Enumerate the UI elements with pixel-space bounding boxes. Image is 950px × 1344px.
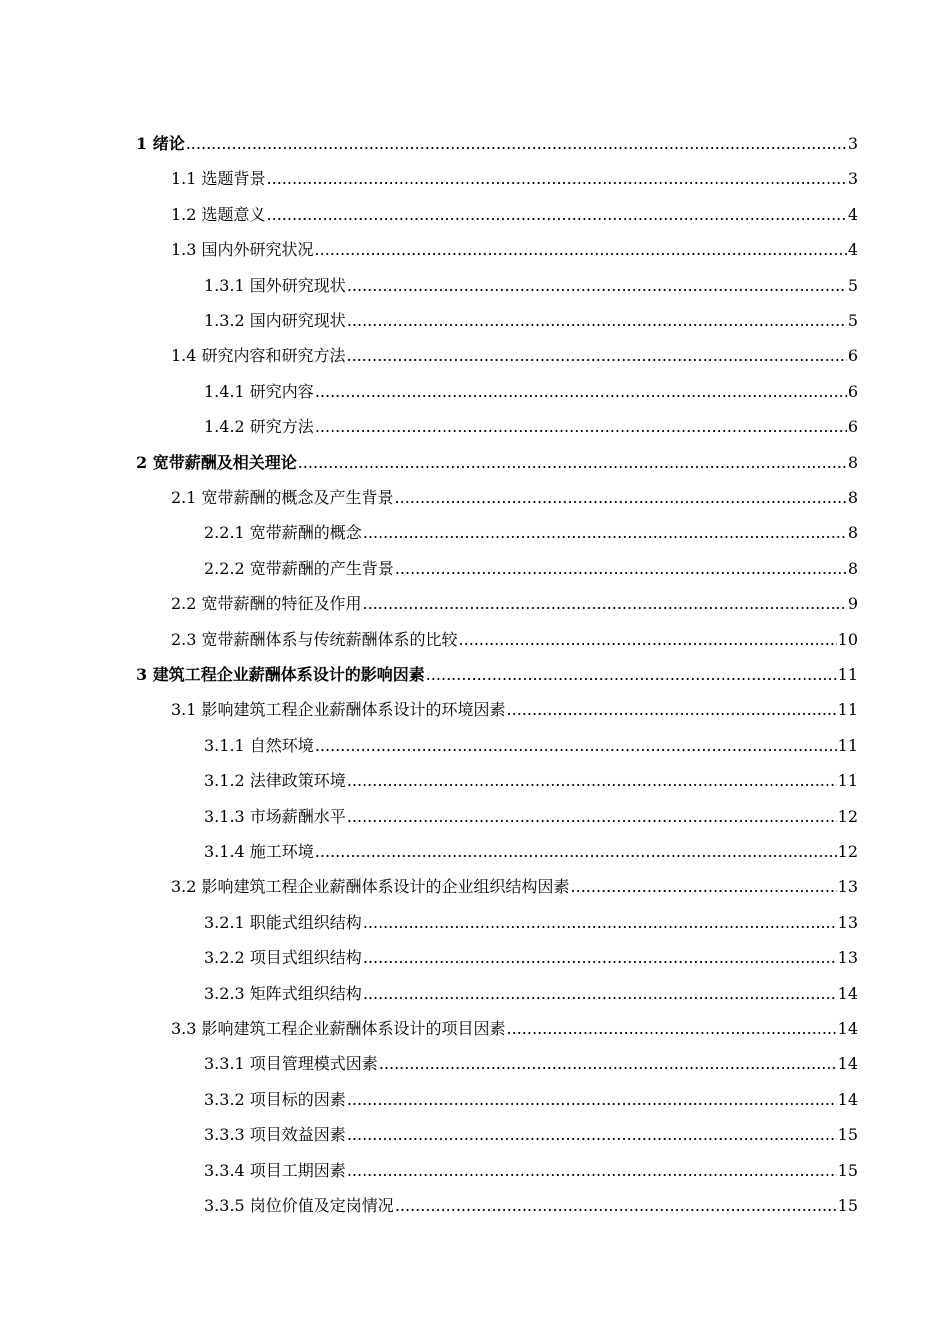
toc-entry[interactable] [136, 437, 858, 473]
toc-entry-title: 3.3.2 项目标的因素 [204, 1089, 346, 1109]
toc-entry-page: 8 [847, 488, 858, 507]
toc-leader-dots [395, 559, 847, 579]
toc-entry-title: 2.2.1 宽带薪酬的概念 [204, 523, 362, 543]
toc-leader-dots [347, 1161, 837, 1181]
toc-entry-title: 2.2.2 宽带薪酬的产生背景 [204, 558, 394, 578]
toc-entry-title: 2 宽带薪酬及相关理论 [136, 452, 297, 472]
toc-leader-dots [267, 205, 847, 225]
toc-entry-title: 1.4.1 研究内容 [204, 381, 314, 401]
toc-entry[interactable] [204, 932, 858, 968]
toc-entry[interactable] [204, 1109, 858, 1145]
toc-entry-page: 14 [837, 1054, 858, 1074]
toc-entry-page: 8 [847, 452, 858, 472]
toc-entry-page: 11 [837, 665, 858, 684]
toc-entry[interactable] [171, 153, 858, 189]
toc-entry-page: 3 [847, 134, 858, 153]
toc-entry-page: 14 [837, 1019, 858, 1038]
toc-entry-page: 15 [837, 1160, 858, 1180]
toc-entry-title: 3.3.4 项目工期因素 [204, 1160, 346, 1180]
toc-entry-title: 3.3.5 岗位价值及定岗情况 [204, 1196, 394, 1215]
toc-leader-dots [347, 311, 847, 331]
toc-entry-title: 3.1 影响建筑工程企业薪酬体系设计的环境因素 [171, 700, 506, 720]
toc-leader-dots [363, 523, 847, 543]
toc-entry-title: 3.3 影响建筑工程企业薪酬体系设计的项目因素 [171, 1019, 506, 1038]
toc-entry[interactable] [204, 401, 858, 437]
toc-entry[interactable] [204, 1180, 858, 1216]
toc-entry-page: 12 [837, 842, 858, 861]
toc-entry[interactable] [204, 1038, 858, 1074]
toc-entry-title: 3.1.3 市场薪酬水平 [204, 806, 346, 826]
toc-entry[interactable] [171, 861, 858, 897]
toc-leader-dots [379, 1054, 837, 1074]
toc-entry-page: 6 [847, 381, 858, 401]
toc-entry-page: 4 [847, 240, 858, 260]
toc-entry-title: 3.1.1 自然环境 [204, 735, 314, 755]
toc-entry[interactable] [171, 472, 858, 508]
toc-entry-title: 3.2 影响建筑工程企业薪酬体系设计的企业组织结构因素 [171, 877, 570, 897]
toc-entry[interactable] [204, 366, 858, 402]
toc-leader-dots [363, 913, 837, 933]
toc-entry-title: 3.1.2 法律政策环境 [204, 771, 346, 791]
toc-entry-title: 2.1 宽带薪酬的概念及产生背景 [171, 488, 394, 507]
toc-entry[interactable] [136, 118, 858, 154]
toc-leader-dots [315, 240, 847, 260]
toc-leader-dots [507, 1019, 837, 1039]
toc-leader-dots [347, 276, 847, 296]
toc-entry-title: 1.1 选题背景 [171, 169, 266, 189]
toc-entry[interactable] [204, 897, 858, 933]
toc-entry-page: 5 [847, 275, 858, 295]
toc-entry-page: 11 [837, 735, 858, 755]
toc-entry-page: 3 [847, 169, 858, 189]
toc-entry-title: 1.3 国内外研究状况 [171, 240, 314, 260]
toc-leader-dots [347, 346, 847, 366]
toc-entry-page: 6 [847, 346, 858, 366]
toc-entry[interactable] [204, 1074, 858, 1110]
toc-leader-dots [363, 984, 837, 1004]
toc-entry-title: 1.2 选题意义 [171, 204, 266, 224]
toc-entry-page: 13 [837, 912, 858, 932]
toc-entry-title: 1.3.1 国外研究现状 [204, 275, 346, 295]
toc-entry-title: 1 绪论 [136, 134, 185, 153]
toc-leader-dots [395, 1196, 837, 1216]
toc-leader-dots [315, 417, 847, 437]
toc-entry[interactable] [171, 330, 858, 366]
toc-leader-dots [347, 1090, 837, 1110]
toc-leader-dots [347, 1125, 837, 1145]
toc-leader-dots [315, 842, 837, 862]
toc-leader-dots [571, 877, 837, 897]
toc-entry-page: 5 [847, 311, 858, 330]
toc-leader-dots [298, 453, 847, 473]
toc-entry-page: 11 [837, 771, 858, 791]
toc-entry-title: 3.2.1 职能式组织结构 [204, 912, 362, 932]
toc-entry[interactable] [204, 507, 858, 543]
toc-entry-title: 1.3.2 国内研究现状 [204, 311, 346, 330]
toc-entry[interactable] [204, 968, 858, 1004]
toc-leader-dots [186, 134, 847, 154]
toc-leader-dots [395, 488, 847, 508]
toc-entry-page: 13 [837, 877, 858, 897]
toc-entry-page: 6 [847, 417, 858, 437]
toc-entry-title: 1.4.2 研究方法 [204, 417, 314, 437]
toc-leader-dots [459, 630, 837, 650]
toc-entry-title: 3.2.3 矩阵式组织结构 [204, 983, 362, 1003]
toc-entry-title: 3.3.3 项目效益因素 [204, 1125, 346, 1145]
toc-entry-page: 8 [847, 523, 858, 543]
toc-entry-page: 9 [847, 594, 858, 614]
toc-leader-dots [315, 382, 847, 402]
toc-entry-page: 14 [837, 983, 858, 1003]
toc-leader-dots [363, 948, 837, 968]
toc-entry[interactable] [204, 791, 858, 827]
toc-leader-dots [315, 736, 837, 756]
toc-entry[interactable] [204, 295, 858, 331]
toc-entry[interactable] [204, 720, 858, 756]
toc-entry-page: 11 [837, 700, 858, 720]
toc-entry[interactable] [171, 224, 858, 260]
toc-entry[interactable] [136, 649, 858, 685]
toc-entry-title: 1.4 研究内容和研究方法 [171, 346, 346, 366]
toc-entry-page: 13 [837, 948, 858, 968]
toc-entry[interactable] [204, 543, 858, 579]
toc-leader-dots [507, 700, 837, 720]
toc-entry-title: 3 建筑工程企业薪酬体系设计的影响因素 [136, 665, 425, 684]
toc-entry-title: 3.2.2 项目式组织结构 [204, 948, 362, 968]
toc-entry-page: 10 [837, 629, 858, 649]
toc-entry[interactable] [171, 1003, 858, 1039]
toc-leader-dots [347, 807, 837, 827]
toc-entry-page: 8 [847, 558, 858, 578]
toc-entry-page: 14 [837, 1089, 858, 1109]
toc-entry[interactable] [171, 614, 858, 650]
toc-entry-title: 3.3.1 项目管理模式因素 [204, 1054, 378, 1074]
toc-leader-dots [347, 771, 837, 791]
toc-entry-page: 4 [847, 204, 858, 224]
toc-entry[interactable] [171, 578, 858, 614]
toc-entry-title: 3.1.4 施工环境 [204, 842, 314, 861]
toc-entry[interactable] [204, 260, 858, 296]
toc-entry[interactable] [204, 826, 858, 862]
toc-leader-dots [267, 169, 847, 189]
toc-entry[interactable] [204, 1145, 858, 1181]
toc-entry[interactable] [171, 684, 858, 720]
toc-entry-page: 15 [837, 1196, 858, 1215]
toc-leader-dots [426, 665, 837, 685]
toc-entry-title: 2.3 宽带薪酬体系与传统薪酬体系的比较 [171, 629, 458, 649]
toc-entry-page: 15 [837, 1125, 858, 1145]
toc-entry-page: 12 [837, 806, 858, 826]
toc-leader-dots [363, 594, 847, 614]
toc-entry-title: 2.2 宽带薪酬的特征及作用 [171, 594, 362, 614]
toc-entry[interactable] [171, 189, 858, 225]
toc-entry[interactable] [204, 755, 858, 791]
